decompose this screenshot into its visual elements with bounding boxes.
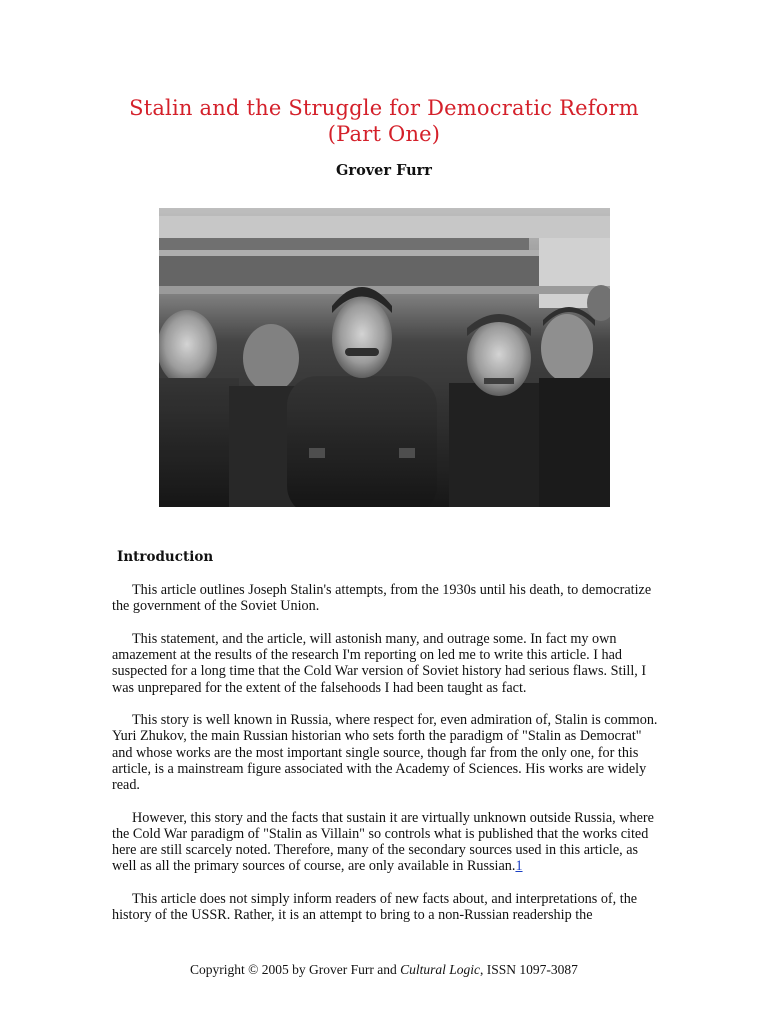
paragraph-4 xyxy=(112,810,660,875)
article-author: Grover Furr xyxy=(336,162,432,179)
article-title-line-2: (Part One) xyxy=(327,122,441,146)
section-heading: Introduction xyxy=(117,549,214,565)
article-body xyxy=(112,582,660,940)
paragraph-3: This story is well known in Russia, where respect for, even admiration of, Stalin is common. Yuri Zhukov, the main Russian historian who sets forth the paradigm of "Stalin as Democrat" and whose works are the most important single source, though far from the only one, for this article, is a mainstream figure associated with the Academy of Sciences. His works are widely read. xyxy=(112,712,658,794)
paragraph-2: This statement, and the article, will astonish many, and outrage some. In fact my own amazement at the results of the research I'm reporting on led me to write this article. I had suspected for a long time that the Cold War version of Soviet history had serious flaws. Still, I was unprepared for the extent of the falsehoods I had been taught as fact. xyxy=(112,630,647,696)
paragraph-4-text: However, this story and the facts that sustain it are virtually unknown outside Russia, where the Cold War paradigm of "Stalin as Villain" so controls what is published that the works cited here are still scarcely noted. Therefore, many of the secondary sources used in this article, as well as all the primary sources of course, are only available in Russian. xyxy=(112,809,654,875)
journal-name: Cultural Logic xyxy=(400,962,481,977)
group-photograph xyxy=(159,208,610,507)
copyright-footer xyxy=(0,962,768,978)
paragraph-5: This article does not simply inform readers of new facts about, and interpretations of, the history of the USSR. Rather, it is an attempt to bring to a non-Russian readership the xyxy=(112,891,638,924)
copyright-suffix: , ISSN 1097-3087 xyxy=(480,962,578,977)
footnote-link[interactable]: 1 xyxy=(515,858,523,875)
photograph-image xyxy=(159,208,610,507)
article-title-line-1: Stalin and the Struggle for Democratic Reform xyxy=(129,96,639,120)
paragraph-1: This article outlines Joseph Stalin's attempts, from the 1930s until his death, to democratize the government of the Soviet Union. xyxy=(112,582,652,615)
copyright-prefix: Copyright © 2005 by Grover Furr and xyxy=(190,962,401,977)
article-title xyxy=(0,95,768,147)
